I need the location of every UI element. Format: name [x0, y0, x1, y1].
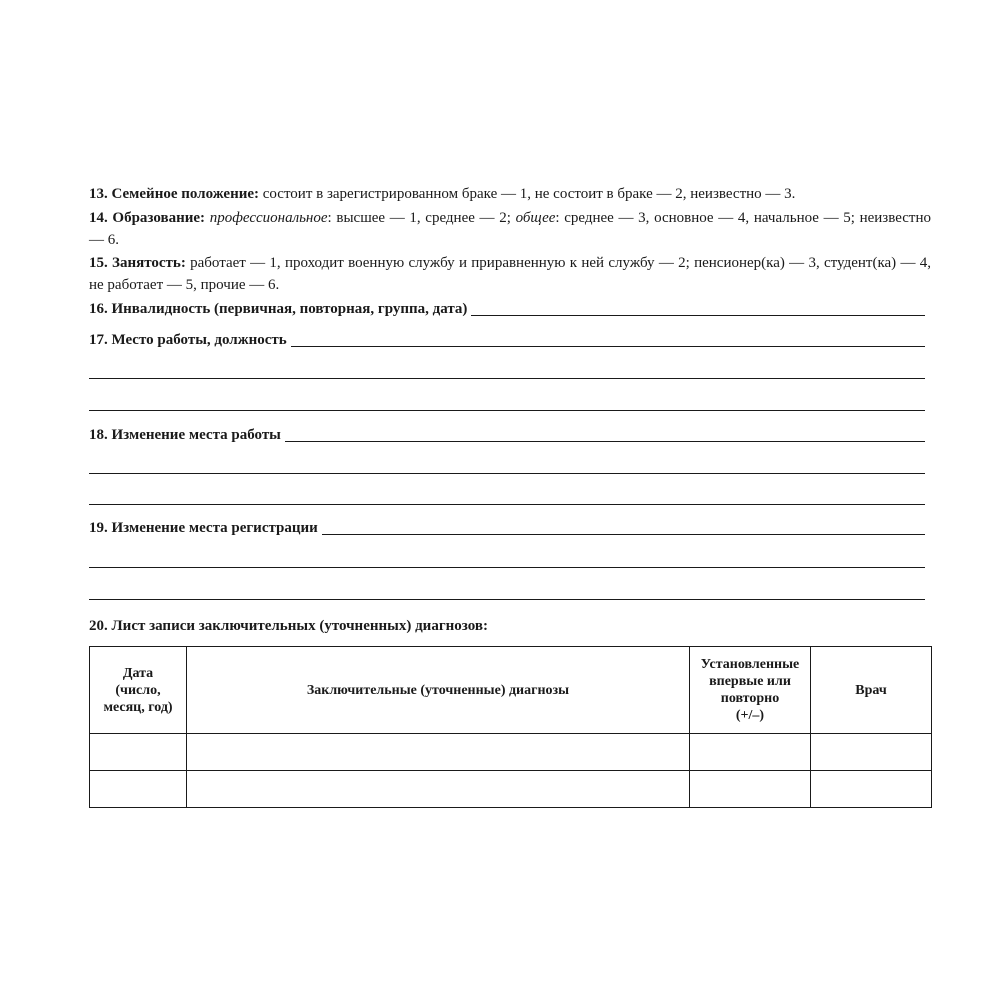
- header-established-line-4: (+/–): [735, 708, 765, 723]
- item-20-label: 20. Лист записи заключительных (уточненных) диагнозов:: [89, 618, 488, 634]
- header-date: [90, 647, 187, 734]
- item-16-disability-row: [89, 300, 925, 318]
- workplace-change-field-line-3[interactable]: [89, 504, 925, 505]
- cell-doctor[interactable]: [811, 734, 932, 771]
- header-established-line-1: Установленные: [700, 657, 800, 672]
- header-date-line-1: Дата: [122, 665, 154, 681]
- header-diagnoses: Заключительные (уточненные) диагнозы: [187, 647, 690, 734]
- item-15-label: 15. Занятость:: [89, 255, 186, 271]
- item-15-employment: [89, 252, 931, 296]
- registration-change-field-line-2[interactable]: [89, 567, 925, 568]
- header-established: [690, 647, 811, 734]
- cell-doctor[interactable]: [811, 771, 932, 808]
- diagnoses-table: [89, 646, 932, 808]
- workplace-change-field-line-2[interactable]: [89, 473, 925, 474]
- item-18-workplace-change-row: [89, 426, 925, 444]
- item-14-label: 14. Образование:: [89, 210, 206, 226]
- item-14-text-1: : высшее — 1, среднее — 2;: [327, 210, 516, 226]
- table-header-row: [90, 647, 932, 734]
- item-18-label: 18. Изменение места работы: [89, 427, 281, 443]
- item-13-marital-status: [89, 183, 931, 205]
- cell-established[interactable]: [690, 771, 811, 808]
- item-17-workplace-row: [89, 331, 925, 349]
- workplace-change-field[interactable]: [285, 427, 925, 442]
- item-17-label: 17. Место работы, должность: [89, 332, 287, 348]
- header-date-line-2: (число,: [115, 682, 161, 698]
- item-15-text: работает — 1, проходит военную службу и приравненную к ней службу — 2; пенсионер(ка) — 3, студент(ка) — 4, не работает — 5, прочие — 6.: [89, 255, 931, 293]
- table-row: [90, 771, 932, 808]
- registration-change-field-line-3[interactable]: [89, 599, 925, 600]
- header-date-line-3: месяц, год): [103, 699, 173, 715]
- item-14-italic-professional: профессиональное: [209, 210, 328, 226]
- cell-established[interactable]: [690, 734, 811, 771]
- item-14-text-2: : среднее — 3, основное — 4, начальное — 5; неизвестно — 6.: [89, 210, 932, 248]
- table-row: [90, 734, 932, 771]
- cell-date[interactable]: [90, 734, 187, 771]
- cell-date[interactable]: [90, 771, 187, 808]
- cell-diagnosis[interactable]: [187, 734, 690, 771]
- item-13-text: состоит в зарегистрированном браке — 1, не состоит в браке — 2, неизвестно — 3.: [259, 186, 796, 202]
- item-19-registration-change-row: [89, 519, 925, 537]
- cell-diagnosis[interactable]: [187, 771, 690, 808]
- form-page: [89, 0, 931, 1000]
- workplace-field[interactable]: [291, 332, 925, 347]
- item-19-label: 19. Изменение места регистрации: [89, 520, 318, 536]
- header-doctor: Врач: [811, 647, 932, 734]
- header-established-line-2: впервые или: [709, 674, 791, 689]
- registration-change-field[interactable]: [322, 520, 925, 535]
- workplace-field-line-2[interactable]: [89, 378, 925, 379]
- header-established-line-3: повторно: [720, 691, 780, 706]
- disability-field[interactable]: [471, 301, 925, 316]
- item-16-label: 16. Инвалидность (первичная, повторная, группа, дата): [89, 301, 468, 317]
- workplace-field-line-3[interactable]: [89, 410, 925, 411]
- item-14-education: [89, 207, 931, 251]
- item-14-italic-general: общее: [515, 210, 556, 226]
- item-13-label: 13. Семейное положение:: [89, 186, 260, 202]
